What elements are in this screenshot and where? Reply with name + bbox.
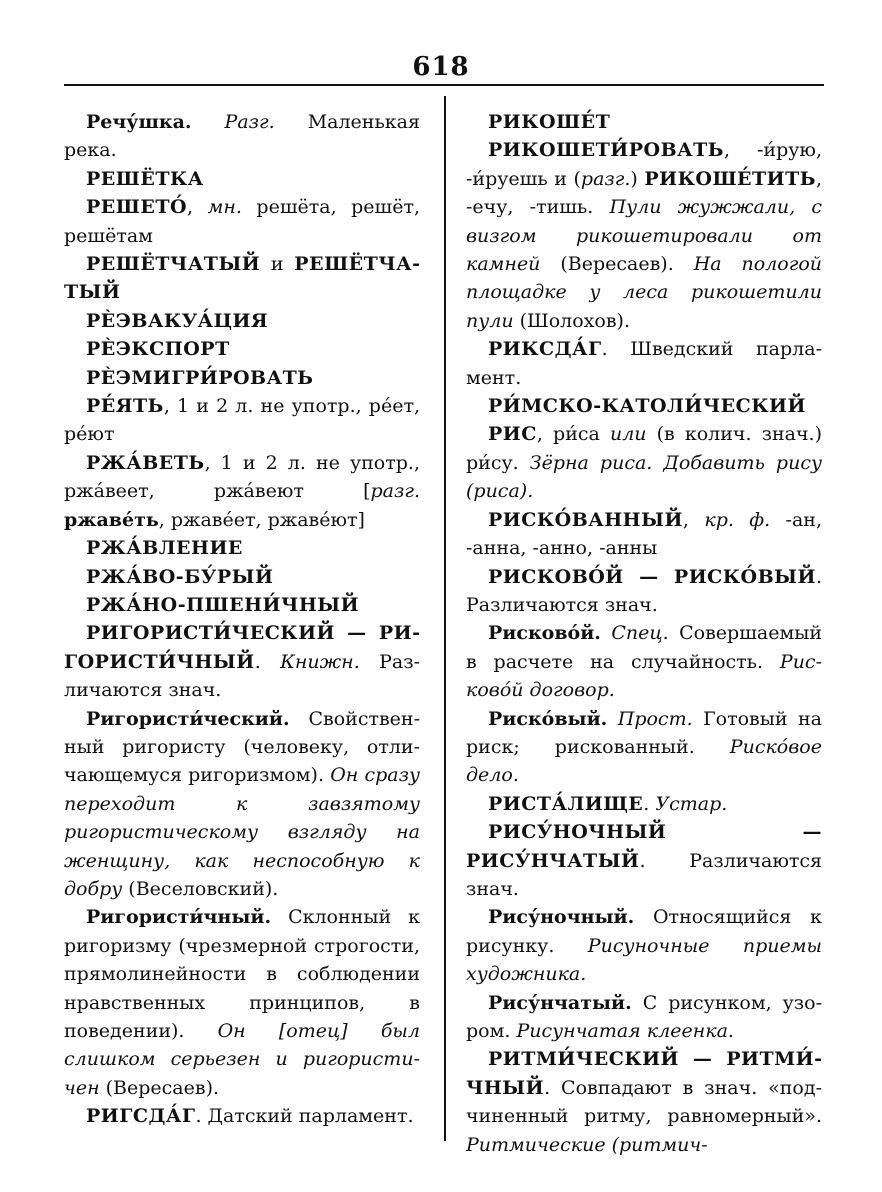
dictionary-entry [466, 392, 822, 420]
dictionary-entry [64, 335, 420, 363]
dictionary-entry [466, 705, 822, 790]
sub-headword: Риско́вый. [488, 707, 608, 730]
headword: РИСКО́ВАННЫЙ [488, 508, 683, 531]
dictionary-entry [64, 563, 420, 591]
italic-text: или [609, 423, 647, 446]
dictionary-entry [64, 165, 420, 193]
italic-text: Устар. [655, 792, 728, 815]
headword: РЖА́НО-ПШЕНИ́ЧНЫЙ [86, 593, 360, 616]
italic-text: На пологой площадке у леса рикошетили пули [466, 253, 822, 332]
left-column [64, 108, 420, 1131]
sub-headword: Рисково́й. [488, 622, 601, 645]
dictionary-entry [64, 705, 420, 904]
entry-text: . Датский парламент. [195, 1105, 414, 1128]
italic-text: Зёрна риса. Добавить рису (риса). [466, 451, 822, 503]
entry-text: . [643, 792, 656, 815]
dictionary-entry [64, 392, 420, 449]
headword: РЕ́ЯТЬ [86, 395, 164, 418]
italic-text: Он сразу переходит к завзятому ригористическому взгляду на женщину, как неспособную к добру [64, 764, 420, 900]
italic-text: Рисково́й договор. [466, 650, 822, 702]
headword: РИГОРИСТИ́ЧЕСКИЙ — РИГОРИСТИ́ЧНЫЙ [64, 622, 420, 673]
dictionary-entry [64, 591, 420, 619]
entry-text: Относящийся к рисунку. [466, 906, 822, 957]
dictionary-entry [466, 108, 822, 136]
italic-text: Пули жужжали, с визгом рикошетировали от камней [466, 196, 822, 276]
dictionary-entry [466, 619, 822, 704]
headword: РЖА́ВЛЕНИЕ [86, 537, 243, 560]
entry-text: -ан, -анна, -анно, -анны [466, 508, 822, 560]
entry-text: Различаются знач. [64, 650, 420, 702]
dictionary-entry [466, 989, 822, 1046]
entry-text: ) [630, 167, 645, 190]
headword: РИСКОВО́Й — РИСКО́ВЫЙ [488, 565, 816, 588]
headword: РЀЭМИГРИ́РОВАТЬ [86, 366, 314, 389]
entry-text: решёта, решёт, решётам [64, 196, 420, 247]
entry-text: Готовый на риск; рискованный. [466, 707, 822, 758]
dictionary-entry [466, 790, 822, 818]
dictionary-entry [466, 903, 822, 988]
italic-text: Ритмические (ритмич- [466, 1133, 708, 1156]
headword: РИГСДА́Г [86, 1105, 196, 1128]
italic-text: Спец. [611, 622, 669, 645]
entry-text: . Шведский парламент. [466, 338, 822, 389]
entry-text: Свойственный ригористу (человеку, отличающемуся ригоризмом). [64, 707, 420, 787]
headword: РИСТА́ЛИЩЕ [488, 792, 644, 815]
dictionary-entry [64, 193, 420, 250]
entry-text: (Вересаев). [540, 253, 694, 276]
entry-text: , ржаве́ет, ржаве́ют] [158, 508, 365, 531]
entry-text: (в колич. знач.) ри́су. [466, 423, 823, 474]
entry-text: . Совпадают в знач. «подчиненный ритму, равномерный». [466, 1076, 822, 1128]
headword: РИКОШЕ́ТИТЬ [644, 167, 816, 190]
entry-text: . [254, 650, 281, 673]
italic-text: кр. ф. [704, 508, 771, 531]
dictionary-entry [64, 619, 420, 704]
entry-text: , ри́са [536, 423, 610, 446]
entry-text: , -ечу, -тишь. [466, 167, 822, 219]
entry-text [192, 111, 225, 133]
italic-text: Рисунчатая клеенка. [516, 1020, 734, 1042]
dictionary-entry [64, 903, 420, 1102]
headword: РЖА́ВО-БУ́РЫЙ [86, 565, 274, 588]
italic-text: Риско́вое дело. [466, 735, 822, 787]
headword: РИКСДА́Г [488, 338, 602, 361]
dictionary-entry [64, 1102, 420, 1130]
entry-text: (Вересаев). [99, 1076, 220, 1099]
dictionary-entry [64, 250, 420, 307]
entry-text: , [187, 196, 208, 219]
entry-text: . Различаются знач. [466, 849, 822, 900]
dictionary-entry [466, 136, 822, 335]
dictionary-entry [64, 364, 420, 392]
dictionary-entry [64, 534, 420, 562]
headword: РИС [488, 423, 537, 446]
sub-headword: Рису́нчатый. [488, 991, 632, 1014]
right-column [466, 108, 822, 1159]
entry-text: Маленькая река. [64, 111, 420, 162]
entry-text: , [682, 508, 705, 531]
dictionary-entry [466, 818, 822, 903]
entry-text: (Шолохов). [513, 309, 630, 332]
header-rule [64, 84, 824, 86]
dictionary-entry [64, 449, 420, 534]
entry-text: Склонный к ригоризму (чрезмерной строгости, прямолинейности в соблюдении нравственных принципов, в поведении). [64, 906, 420, 1042]
entry-text: , 1 и 2 л. не употр., ржа́веет, ржа́веют [ [64, 451, 420, 503]
sub-headword: Речу́шка. [86, 111, 192, 133]
entry-text: . Различаются знач. [466, 565, 822, 616]
column-divider [444, 96, 446, 1141]
headword: РЀЭКСПОРТ [86, 338, 230, 361]
italic-text: Разг. [224, 111, 275, 133]
headword: РЀЭВАКУА́ЦИЯ [86, 309, 269, 332]
page-number: 618 [412, 52, 470, 82]
sub-headword: Рису́ночный. [488, 906, 635, 929]
headword: РЕШЕТО́ [86, 196, 188, 219]
sub-headword: Ригористи́чный. [86, 906, 272, 929]
entry-text: , -и́рую, -и́руешь и ( [466, 139, 822, 190]
entry-text [601, 622, 611, 644]
dictionary-entry [64, 108, 420, 165]
headword: РИКОШЕ́Т [488, 111, 611, 133]
entry-text: Совершаемый в расчете на случайность. [466, 622, 823, 673]
italic-text: разг. [370, 480, 420, 503]
entry-text: (Веселовский). [122, 877, 279, 900]
dictionary-entry [64, 307, 420, 335]
headword: РИ́МСКО-КАТОЛИ́ЧЕСКИЙ [488, 395, 806, 418]
italic-text: мн. [207, 196, 242, 219]
dictionary-entry [466, 1045, 822, 1159]
headword: РИСУ́НОЧНЫЙ — РИСУ́НЧАТЫЙ [466, 821, 822, 872]
italic-text: Рисуночные приемы художника. [466, 934, 822, 986]
sub-headword: ржаве́ть [64, 508, 159, 531]
dictionary-entry [466, 335, 822, 392]
italic-text: Книжн. [280, 650, 360, 673]
headword: РИТМИ́ЧЕСКИЙ — РИТМИ́ЧНЫЙ [466, 1048, 822, 1099]
headword: РЕШЁТЧАТЫЙ [64, 253, 420, 304]
headword: РИКОШЕТИ́РОВАТЬ [488, 139, 724, 162]
italic-text: Прост. [617, 707, 693, 730]
dictionary-entry [466, 563, 822, 620]
entry-text [607, 708, 617, 730]
headword: РЖА́ВЕТЬ [86, 451, 205, 474]
entry-text: С рисунком, узором. [466, 991, 822, 1042]
italic-text: Он [отец] был слишком серьезен и ригористичен [64, 1020, 421, 1099]
headword: РЕШЁТКА [86, 167, 204, 190]
entry-text: и [260, 253, 295, 276]
headword: РЕШЁТЧАТЫЙ [86, 253, 261, 276]
sub-headword: Ригористи́ческий. [86, 707, 290, 730]
italic-text: разг. [580, 167, 631, 190]
entry-text: , 1 и 2 л. не употр., ре́ет, ре́ют [64, 395, 420, 446]
dictionary-entry [466, 506, 822, 563]
dictionary-entry [466, 420, 822, 505]
